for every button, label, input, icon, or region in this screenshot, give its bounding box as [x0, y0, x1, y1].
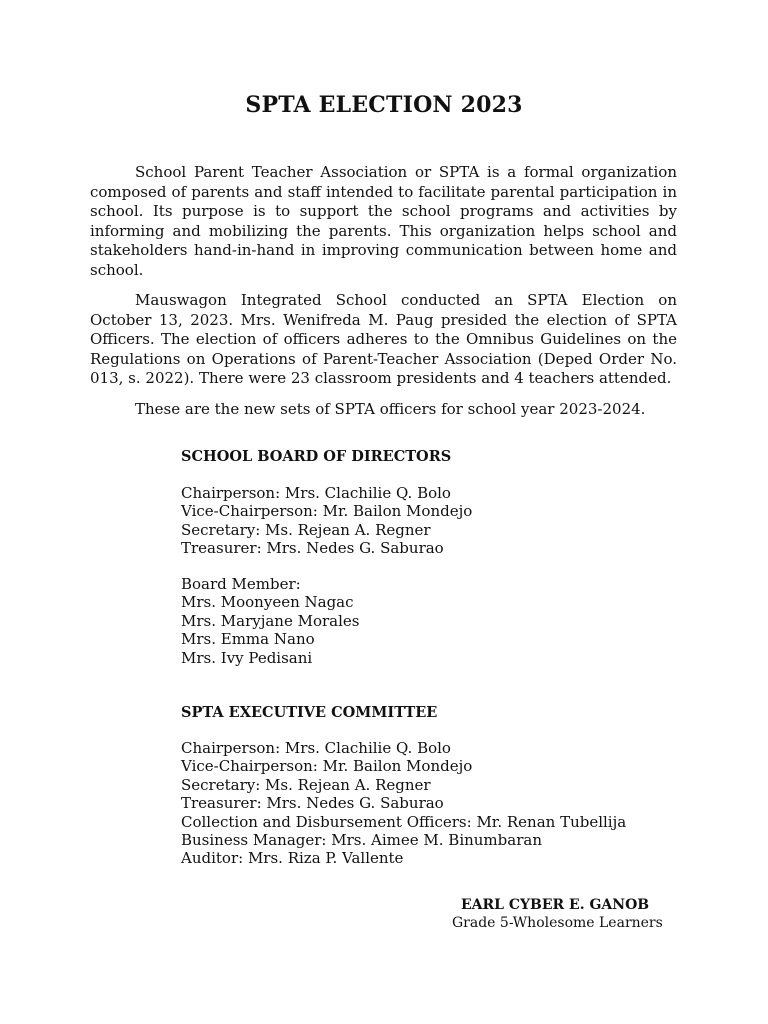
executive-officers-list: [181, 739, 626, 868]
board-member-line: Mrs. Moonyeen Nagac: [181, 593, 354, 612]
board-heading: SCHOOL BOARD OF DIRECTORS: [181, 448, 452, 465]
executive-officer-line: Business Manager: Mrs. Aimee M. Binumbaran: [181, 831, 542, 850]
board-member-line: Mrs. Ivy Pedisani: [181, 648, 313, 667]
executive-heading: SPTA EXECUTIVE COMMITTEE: [181, 704, 438, 721]
executive-officer-line: Treasurer: Mrs. Nedes G. Saburao: [181, 794, 444, 813]
executive-officer-line: Auditor: Mrs. Riza P. Vallente: [181, 849, 404, 868]
executive-officer-line: Chairperson: Mrs. Clachilie Q. Bolo: [181, 739, 451, 757]
board-members-list: [181, 575, 359, 667]
signatory-name: EARL CYBER E. GANOB: [461, 897, 650, 913]
board-officer-line: Secretary: Ms. Rejean A. Regner: [181, 520, 431, 539]
document-title: SPTA ELECTION 2023: [245, 92, 523, 118]
board-member-line: Mrs. Emma Nano: [181, 630, 315, 649]
executive-officer-line: Collection and Disbursement Officers: Mr. Renan Tubellija: [181, 812, 627, 831]
board-officer-line: Chairperson: Mrs. Clachilie Q. Bolo: [181, 484, 451, 502]
intro-paragraph: School Parent Teacher Association or SPTA is a formal organization composed of parents and staff intended to facilitate parental participation in school. Its purpose is to support the school programs and activities by informing and mobilizing the parents. This organization helps school and stakeholders hand-in-hand in improving communication between home and school.: [90, 163, 677, 279]
signatory-position: Grade 5-Wholesome Learners: [452, 915, 663, 931]
board-member-line: Mrs. Maryjane Morales: [181, 611, 360, 630]
board-officer-line: Vice-Chairperson: Mr. Bailon Mondejo: [181, 502, 473, 521]
board-officer-line: Treasurer: Mrs. Nedes G. Saburao: [181, 539, 444, 558]
board-officers-list: [181, 484, 472, 558]
board-members-label: Board Member:: [181, 575, 301, 593]
election-paragraph: Mauswagon Integrated School conducted an SPTA Election on October 13, 2023. Mrs. Wenifreda M. Paug presided the election of SPTA Officers. The election of officers adheres to the Omnibus Guidelines on the Regulations on Operations of Parent-Teacher Association (Deped Order No. 013, s. 2022). There were 23 classroom presidents and 4 teachers attended.: [90, 291, 677, 388]
officers-intro-paragraph: These are the new sets of SPTA officers for school year 2023-2024.: [135, 400, 646, 418]
signature-block: [452, 896, 663, 932]
executive-officer-line: Secretary: Ms. Rejean A. Regner: [181, 775, 431, 794]
executive-officer-line: Vice-Chairperson: Mr. Bailon Mondejo: [181, 757, 473, 776]
